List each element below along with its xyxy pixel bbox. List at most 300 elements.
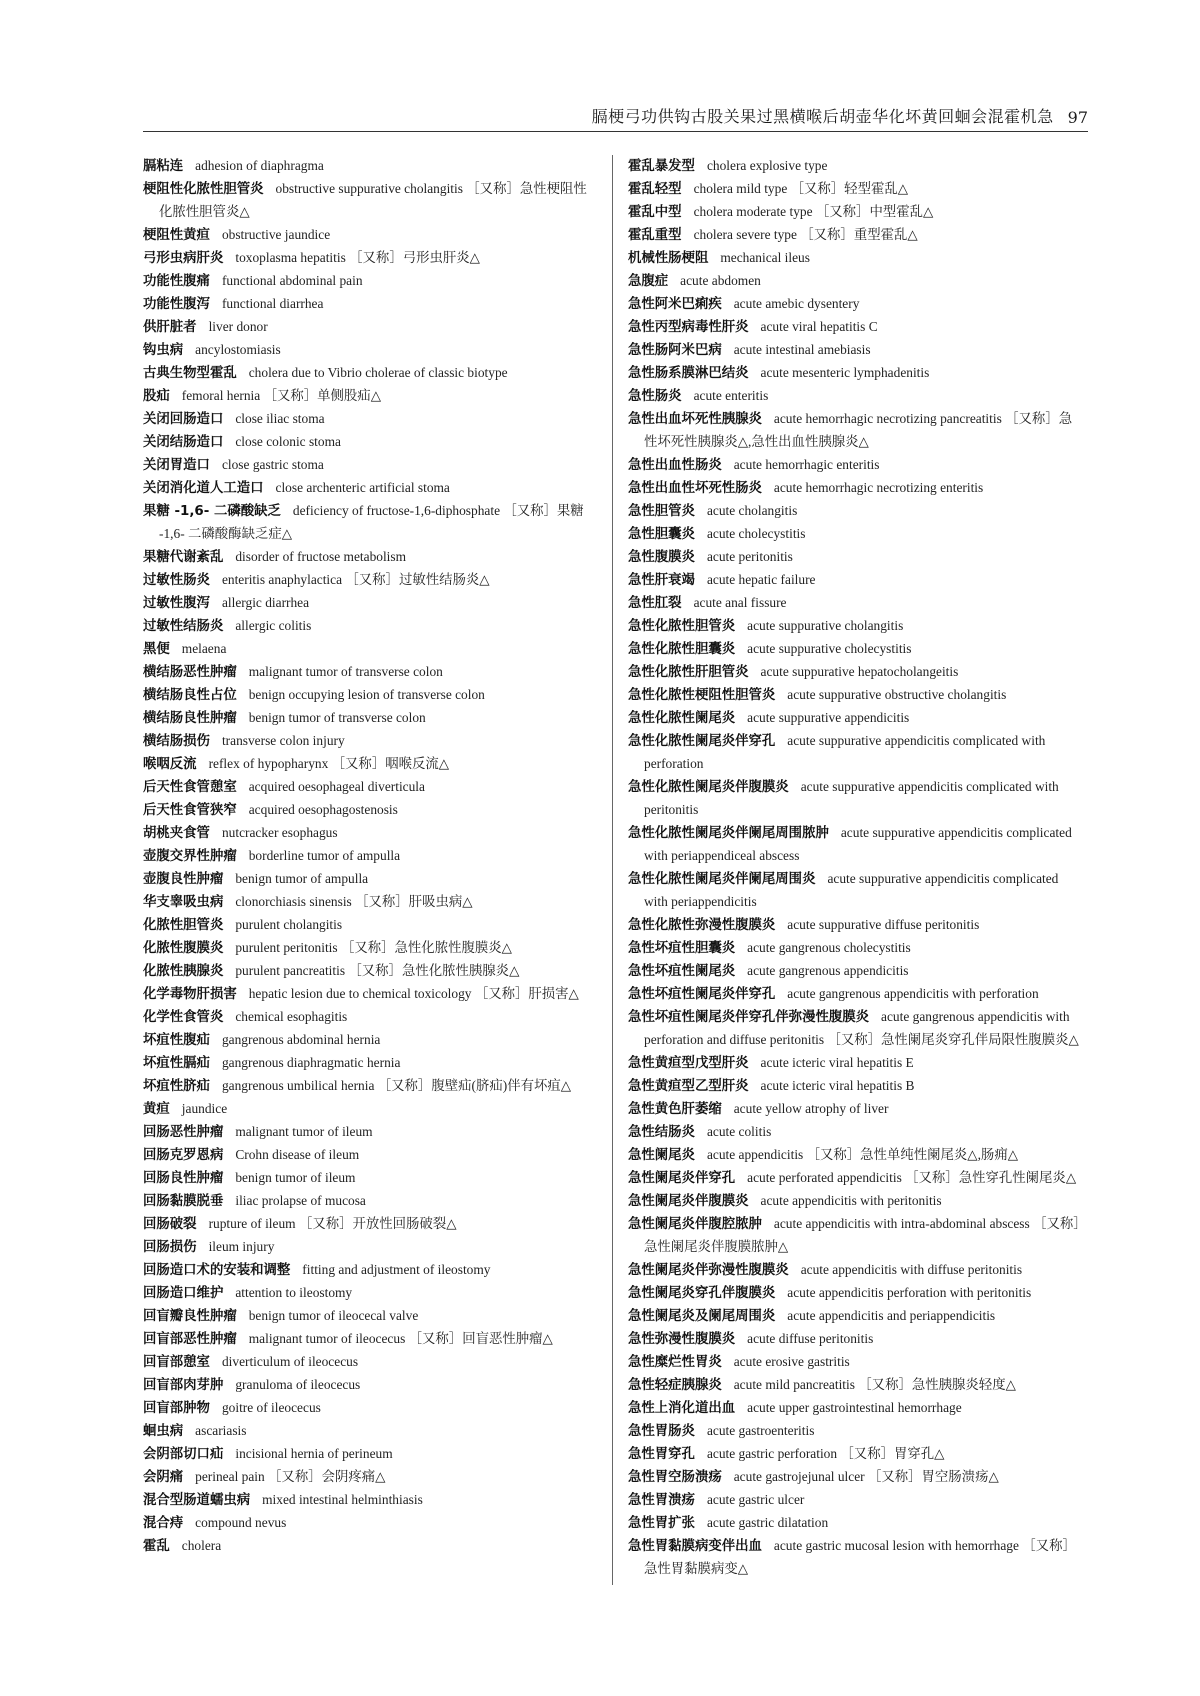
term-entry <box>143 822 598 845</box>
term-english: close colonic stoma <box>235 434 341 449</box>
term-english: acute erosive gastritis <box>733 1354 850 1369</box>
column-divider <box>612 155 613 1585</box>
term-chinese: 后天性食管憩室 <box>143 780 237 795</box>
term-entry <box>143 270 598 293</box>
term-entry <box>143 1374 598 1397</box>
term-english: nutcracker esophagus <box>221 825 338 840</box>
term-chinese: 黄疸 <box>143 1102 170 1117</box>
term-entry <box>628 1420 1083 1443</box>
term-entry <box>143 339 598 362</box>
term-chinese: 急性丙型病毒性肝炎 <box>628 320 749 335</box>
term-english: acute gangrenous appendicitis <box>747 963 909 978</box>
term-entry <box>143 178 598 224</box>
term-english: benign tumor of ampulla <box>235 871 369 886</box>
term-chinese: 壶腹交界性肿瘤 <box>143 849 237 864</box>
running-title: 膈梗弓功供钩古股关果过黑横喉后胡壶华化坏黄回蛔会混霍机急 <box>591 107 1054 126</box>
term-chinese: 急性腹膜炎 <box>628 550 695 565</box>
term-chinese: 回盲部肉芽肿 <box>143 1378 224 1393</box>
term-chinese: 会阴痛 <box>143 1470 184 1485</box>
term-english: acute suppurative appendicitis complicated with periappendiceal abscess <box>644 825 1072 863</box>
term-chinese: 急性出血性坏死性肠炎 <box>628 481 762 496</box>
term-entry <box>628 661 1083 684</box>
term-chinese: 急性化脓性胆囊炎 <box>628 642 736 657</box>
term-english: acquired oesophageal diverticula <box>248 779 425 794</box>
term-entry <box>143 983 598 1006</box>
term-english: transverse colon injury <box>221 733 345 748</box>
term-chinese: 化学性食管炎 <box>143 1010 224 1025</box>
term-chinese: 急性化脓性阑尾炎伴阑尾周围脓肿 <box>628 826 829 841</box>
term-chinese: 急性胃穿孔 <box>628 1447 695 1462</box>
term-chinese: 急性化脓性肝胆管炎 <box>628 665 749 680</box>
term-english: acute gastric dilatation <box>706 1515 829 1530</box>
term-entry <box>628 293 1083 316</box>
term-english: acute appendicitis and periappendicitis <box>787 1308 996 1323</box>
term-entry <box>143 569 598 592</box>
term-chinese: 混合痔 <box>143 1516 184 1531</box>
term-english: functional diarrhea <box>221 296 324 311</box>
term-chinese: 回肠恶性肿瘤 <box>143 1125 224 1140</box>
term-chinese: 混合型肠道蠕虫病 <box>143 1493 251 1508</box>
term-english: malignant tumor of ileum <box>235 1124 373 1139</box>
page-number: 97 <box>1067 108 1088 127</box>
term-chinese: 梗阻性化脓性胆管炎 <box>143 182 264 197</box>
term-chinese: 急性黄疸型乙型肝炎 <box>628 1079 749 1094</box>
term-entry <box>143 914 598 937</box>
term-chinese: 急性阑尾炎伴弥漫性腹膜炎 <box>628 1263 789 1278</box>
right-column <box>628 155 1083 1581</box>
term-english: gangrenous abdominal hernia <box>221 1032 381 1047</box>
term-entry <box>143 707 598 730</box>
term-entry <box>143 1489 598 1512</box>
term-entry <box>143 1167 598 1190</box>
term-entry <box>143 753 598 776</box>
term-english: close gastric stoma <box>221 457 324 472</box>
term-chinese: 急性阿米巴痢疾 <box>628 297 722 312</box>
term-entry <box>628 1351 1083 1374</box>
term-entry <box>628 592 1083 615</box>
term-entry <box>143 1443 598 1466</box>
term-chinese: 化脓性胰腺炎 <box>143 964 224 979</box>
term-english: iliac prolapse of mucosa <box>235 1193 366 1208</box>
term-entry <box>628 339 1083 362</box>
term-chinese: 急性阑尾炎及阑尾周围炎 <box>628 1309 776 1324</box>
term-chinese: 急性胆囊炎 <box>628 527 695 542</box>
term-entry <box>628 707 1083 730</box>
term-entry <box>143 776 598 799</box>
term-chinese: 黑便 <box>143 642 170 657</box>
term-chinese: 急性阑尾炎伴腹膜炎 <box>628 1194 749 1209</box>
term-english: cholera <box>181 1538 222 1553</box>
term-english: benign occupying lesion of transverse colon <box>248 687 485 702</box>
term-english: acute yellow atrophy of liver <box>733 1101 889 1116</box>
term-english: benign tumor of ileocecal valve <box>248 1308 419 1323</box>
term-chinese: 横结肠良性占位 <box>143 688 237 703</box>
term-chinese: 急性化脓性梗阻性胆管炎 <box>628 688 776 703</box>
term-english: acute appendicitis ［又称］急性单纯性阑尾炎△,肠痈△ <box>706 1147 1019 1162</box>
term-chinese: 急性阑尾炎伴腹腔脓肿 <box>628 1217 762 1232</box>
term-english: acute appendicitis perforation with peritonitis <box>787 1285 1032 1300</box>
term-entry <box>143 385 598 408</box>
term-entry <box>143 1282 598 1305</box>
term-entry <box>628 408 1083 454</box>
term-chinese: 蛔虫病 <box>143 1424 184 1439</box>
term-chinese: 急性化脓性弥漫性腹膜炎 <box>628 918 776 933</box>
term-english: toxoplasma hepatitis ［又称］弓形虫肝炎△ <box>235 250 480 265</box>
term-english: rupture of ileum ［又称］开放性回肠破裂△ <box>208 1216 457 1231</box>
term-english: acute hemorrhagic necrotizing enteritis <box>773 480 984 495</box>
term-english: gangrenous umbilical hernia ［又称］腹壁疝(脐疝)伴有坏疽△ <box>221 1078 572 1093</box>
term-entry <box>628 822 1083 868</box>
term-chinese: 膈粘连 <box>143 159 184 174</box>
term-english: malignant tumor of ileocecus ［又称］回盲恶性肿瘤△ <box>248 1331 553 1346</box>
term-chinese: 喉咽反流 <box>143 757 197 772</box>
term-english: attention to ileostomy <box>235 1285 353 1300</box>
term-entry <box>628 1121 1083 1144</box>
term-entry <box>143 546 598 569</box>
term-entry <box>628 868 1083 914</box>
term-chinese: 霍乱中型 <box>628 205 682 220</box>
term-chinese: 坏疽性腹疝 <box>143 1033 210 1048</box>
term-chinese: 坏疽性膈疝 <box>143 1056 210 1071</box>
term-english: acute gastric perforation ［又称］胃穿孔△ <box>706 1446 945 1461</box>
term-entry <box>143 730 598 753</box>
term-chinese: 急性坏疽性阑尾炎伴穿孔伴弥漫性腹膜炎 <box>628 1010 870 1025</box>
term-english: cholera explosive type <box>706 158 828 173</box>
term-entry <box>143 293 598 316</box>
term-english: acute suppurative appendicitis <box>747 710 910 725</box>
term-chinese: 横结肠恶性肿瘤 <box>143 665 237 680</box>
term-english: acute hemorrhagic enteritis <box>733 457 880 472</box>
term-entry <box>143 1144 598 1167</box>
term-english: perineal pain ［又称］会阴疼痛△ <box>195 1469 386 1484</box>
term-entry <box>628 1098 1083 1121</box>
term-entry <box>628 385 1083 408</box>
term-english: malignant tumor of transverse colon <box>248 664 443 679</box>
term-entry <box>143 1512 598 1535</box>
term-entry <box>143 408 598 431</box>
term-english: acute cholangitis <box>706 503 798 518</box>
term-chinese: 回肠克罗恩病 <box>143 1148 224 1163</box>
term-entry <box>628 1167 1083 1190</box>
term-entry <box>143 155 598 178</box>
term-entry <box>143 1328 598 1351</box>
term-english: cholera moderate type ［又称］中型霍乱△ <box>693 204 934 219</box>
term-english: acute gangrenous appendicitis with perforation and diffuse peritonitis ［又称］急性阑尾炎穿孔伴局限性腹膜炎△ <box>644 1009 1079 1047</box>
term-entry <box>143 1397 598 1420</box>
term-english: close iliac stoma <box>235 411 325 426</box>
term-english: acute gastroenteritis <box>706 1423 815 1438</box>
term-english: close archenteric artificial stoma <box>275 480 450 495</box>
term-entry <box>628 1259 1083 1282</box>
term-chinese: 急性出血坏死性胰腺炎 <box>628 412 762 427</box>
term-chinese: 回肠损伤 <box>143 1240 197 1255</box>
term-chinese: 回肠黏膜脱垂 <box>143 1194 224 1209</box>
term-english: purulent pancreatitis ［又称］急性化脓性胰腺炎△ <box>235 963 520 978</box>
term-entry <box>628 1075 1083 1098</box>
term-chinese: 关闭回肠造口 <box>143 412 224 427</box>
term-chinese: 化脓性胆管炎 <box>143 918 224 933</box>
term-entry <box>628 937 1083 960</box>
term-chinese: 功能性腹痛 <box>143 274 210 289</box>
term-chinese: 回盲瓣良性肿瘤 <box>143 1309 237 1324</box>
term-chinese: 供肝脏者 <box>143 320 197 335</box>
term-chinese: 急性胃黏膜病变伴出血 <box>628 1539 762 1554</box>
term-entry <box>143 1121 598 1144</box>
term-english: acute gastric mucosal lesion with hemorrhage ［又称］急性胃黏膜病变△ <box>644 1538 1076 1576</box>
term-chinese: 钩虫病 <box>143 343 184 358</box>
term-english: acute suppurative cholangitis <box>747 618 904 633</box>
left-column <box>143 155 598 1558</box>
term-chinese: 急性阑尾炎 <box>628 1148 695 1163</box>
term-entry <box>143 1052 598 1075</box>
term-english: acute suppurative diffuse peritonitis <box>787 917 980 932</box>
term-entry <box>628 155 1083 178</box>
term-chinese: 过敏性结肠炎 <box>143 619 224 634</box>
term-english: fitting and adjustment of ileostomy <box>302 1262 491 1277</box>
term-english: enteritis anaphylactica ［又称］过敏性结肠炎△ <box>221 572 490 587</box>
term-entry <box>628 546 1083 569</box>
term-english: functional abdominal pain <box>221 273 363 288</box>
term-entry <box>628 270 1083 293</box>
term-chinese: 急性化脓性阑尾炎伴穿孔 <box>628 734 776 749</box>
term-chinese: 急性化脓性阑尾炎伴阑尾周围炎 <box>628 872 816 887</box>
term-entry <box>628 1190 1083 1213</box>
term-chinese: 关闭结肠造口 <box>143 435 224 450</box>
term-chinese: 坏疽性脐疝 <box>143 1079 210 1094</box>
term-entry <box>628 178 1083 201</box>
term-chinese: 过敏性肠炎 <box>143 573 210 588</box>
term-english: acute diffuse peritonitis <box>747 1331 874 1346</box>
term-english: granuloma of ileocecus <box>235 1377 361 1392</box>
term-chinese: 急性结肠炎 <box>628 1125 695 1140</box>
term-chinese: 急腹症 <box>628 274 669 289</box>
term-entry <box>143 960 598 983</box>
term-entry <box>143 477 598 500</box>
term-entry <box>628 1535 1083 1581</box>
term-entry <box>143 799 598 822</box>
term-english: benign tumor of ileum <box>235 1170 356 1185</box>
term-english: acute gangrenous appendicitis with perforation <box>787 986 1039 1001</box>
term-chinese: 急性肠系膜淋巴结炎 <box>628 366 749 381</box>
term-chinese: 回盲部恶性肿瘤 <box>143 1332 237 1347</box>
term-english: ascariasis <box>195 1423 247 1438</box>
term-chinese: 回肠破裂 <box>143 1217 197 1232</box>
term-english: allergic colitis <box>235 618 312 633</box>
term-chinese: 急性弥漫性腹膜炎 <box>628 1332 736 1347</box>
term-chinese: 急性坏疽性阑尾炎 <box>628 964 736 979</box>
term-english: acute mesenteric lymphadenitis <box>760 365 930 380</box>
term-english: Crohn disease of ileum <box>235 1147 360 1162</box>
term-english: mixed intestinal helminthiasis <box>262 1492 423 1507</box>
term-english: acute appendicitis with peritonitis <box>760 1193 942 1208</box>
term-entry <box>628 1328 1083 1351</box>
term-english: ileum injury <box>208 1239 275 1254</box>
term-entry <box>143 1006 598 1029</box>
term-entry <box>628 1213 1083 1259</box>
term-chinese: 壶腹良性肿瘤 <box>143 872 224 887</box>
term-entry <box>143 638 598 661</box>
term-chinese: 回肠造口维护 <box>143 1286 224 1301</box>
term-english: chemical esophagitis <box>235 1009 348 1024</box>
term-entry <box>628 983 1083 1006</box>
term-english: obstructive suppurative cholangitis ［又称］急性梗阻性化脓性胆管炎△ <box>159 181 587 219</box>
term-chinese: 急性胃溃疡 <box>628 1493 695 1508</box>
term-english: acute viral hepatitis C <box>760 319 878 334</box>
term-entry <box>628 454 1083 477</box>
term-chinese: 急性肛裂 <box>628 596 682 611</box>
term-chinese: 霍乱重型 <box>628 228 682 243</box>
term-entry <box>628 477 1083 500</box>
term-english: acute gastrojejunal ulcer ［又称］胃空肠溃疡△ <box>733 1469 999 1484</box>
term-chinese: 急性坏疽性胆囊炎 <box>628 941 736 956</box>
term-entry <box>628 1006 1083 1052</box>
term-chinese: 霍乱轻型 <box>628 182 682 197</box>
term-entry <box>143 454 598 477</box>
term-chinese: 古典生物型霍乱 <box>143 366 237 381</box>
term-chinese: 回盲部憩室 <box>143 1355 210 1370</box>
term-chinese: 回盲部肿物 <box>143 1401 210 1416</box>
term-chinese: 急性黄色肝萎缩 <box>628 1102 722 1117</box>
term-english: acute perforated appendicitis ［又称］急性穿孔性阑尾炎△ <box>747 1170 1077 1185</box>
term-english: benign tumor of transverse colon <box>248 710 426 725</box>
term-chinese: 急性阑尾炎穿孔伴腹膜炎 <box>628 1286 776 1301</box>
term-entry <box>628 201 1083 224</box>
term-english: acute icteric viral hepatitis B <box>760 1078 915 1093</box>
term-english: acute gastric ulcer <box>706 1492 805 1507</box>
term-entry <box>143 1213 598 1236</box>
term-english: compound nevus <box>195 1515 287 1530</box>
term-entry <box>143 1259 598 1282</box>
term-english: incisional hernia of perineum <box>235 1446 393 1461</box>
term-chinese: 急性化脓性阑尾炎伴腹膜炎 <box>628 780 789 795</box>
term-entry <box>143 891 598 914</box>
term-english: acute suppurative cholecystitis <box>747 641 912 656</box>
term-entry <box>628 776 1083 822</box>
term-english: acute peritonitis <box>706 549 793 564</box>
term-english: acute appendicitis with diffuse peritonitis <box>800 1262 1023 1277</box>
term-entry <box>143 615 598 638</box>
term-chinese: 化学毒物肝损害 <box>143 987 237 1002</box>
term-entry <box>628 500 1083 523</box>
term-english: purulent peritonitis ［又称］急性化脓性腹膜炎△ <box>235 940 512 955</box>
term-entry <box>628 638 1083 661</box>
term-entry <box>628 1489 1083 1512</box>
term-english: acute suppurative appendicitis complicated with periappendicitis <box>644 871 1059 909</box>
term-entry <box>628 362 1083 385</box>
term-entry <box>628 316 1083 339</box>
term-english: acute anal fissure <box>693 595 787 610</box>
term-entry <box>143 1029 598 1052</box>
term-entry <box>628 1282 1083 1305</box>
term-chinese: 急性肝衰竭 <box>628 573 695 588</box>
term-entry <box>143 684 598 707</box>
term-english: acute suppurative hepatocholangeitis <box>760 664 959 679</box>
term-chinese: 急性坏疽性阑尾炎伴穿孔 <box>628 987 776 1002</box>
term-english: cholera mild type ［又称］轻型霍乱△ <box>693 181 909 196</box>
term-chinese: 弓形虫病肝炎 <box>143 251 224 266</box>
term-english: borderline tumor of ampulla <box>248 848 401 863</box>
term-chinese: 功能性腹泻 <box>143 297 210 312</box>
term-english: acute cholecystitis <box>706 526 806 541</box>
term-entry <box>628 1512 1083 1535</box>
term-chinese: 果糖 -1,6- 二磷酸缺乏 <box>143 504 281 519</box>
term-entry <box>143 1190 598 1213</box>
term-chinese: 急性轻症胰腺炎 <box>628 1378 722 1393</box>
term-chinese: 胡桃夹食管 <box>143 826 210 841</box>
term-english: clonorchiasis sinensis ［又称］肝吸虫病△ <box>235 894 473 909</box>
term-entry <box>143 937 598 960</box>
term-english: reflex of hypopharynx ［又称］咽喉反流△ <box>208 756 450 771</box>
term-english: acute intestinal amebiasis <box>733 342 871 357</box>
term-entry <box>628 730 1083 776</box>
term-entry <box>143 224 598 247</box>
term-english: cholera due to Vibrio cholerae of classic biotype <box>248 365 508 380</box>
term-english: acute hemorrhagic necrotizing pancreatitis ［又称］急性坏死性胰腺炎△,急性出血性胰腺炎△ <box>644 411 1073 449</box>
term-english: jaundice <box>181 1101 228 1116</box>
term-chinese: 横结肠良性肿瘤 <box>143 711 237 726</box>
term-entry <box>628 1443 1083 1466</box>
term-chinese: 急性胃空肠溃疡 <box>628 1470 722 1485</box>
term-chinese: 关闭胃造口 <box>143 458 210 473</box>
term-entry <box>143 431 598 454</box>
term-english: melaena <box>181 641 227 656</box>
term-entry <box>143 661 598 684</box>
term-chinese: 机械性肠梗阻 <box>628 251 709 266</box>
term-english: acute amebic dysentery <box>733 296 860 311</box>
term-english: adhesion of diaphragma <box>195 158 324 173</box>
term-chinese: 急性化脓性胆管炎 <box>628 619 736 634</box>
term-entry <box>628 247 1083 270</box>
term-english: diverticulum of ileocecus <box>221 1354 359 1369</box>
term-chinese: 急性胆管炎 <box>628 504 695 519</box>
term-english: liver donor <box>208 319 268 334</box>
term-english: acute suppurative appendicitis complicated with perforation <box>644 733 1046 771</box>
term-chinese: 急性胃肠炎 <box>628 1424 695 1439</box>
term-entry <box>143 845 598 868</box>
term-entry <box>143 868 598 891</box>
term-entry <box>628 914 1083 937</box>
term-chinese: 急性糜烂性胃炎 <box>628 1355 722 1370</box>
term-chinese: 过敏性腹泻 <box>143 596 210 611</box>
term-chinese: 急性肠炎 <box>628 389 682 404</box>
term-chinese: 霍乱 <box>143 1539 170 1554</box>
term-chinese: 急性黄疸型戊型肝炎 <box>628 1056 749 1071</box>
term-entry <box>628 569 1083 592</box>
term-english: purulent cholangitis <box>235 917 343 932</box>
term-entry <box>143 1535 598 1558</box>
term-entry <box>628 1305 1083 1328</box>
term-entry <box>143 500 598 546</box>
term-english: mechanical ileus <box>720 250 810 265</box>
term-chinese: 横结肠损伤 <box>143 734 210 749</box>
term-entry <box>628 684 1083 707</box>
term-entry <box>628 1374 1083 1397</box>
term-entry <box>143 362 598 385</box>
term-entry <box>143 1236 598 1259</box>
term-entry <box>143 592 598 615</box>
term-english: femoral hernia ［又称］单侧股疝△ <box>181 388 381 403</box>
term-english: goitre of ileocecus <box>221 1400 321 1415</box>
term-chinese: 关闭消化道人工造口 <box>143 481 264 496</box>
term-chinese: 后天性食管狭窄 <box>143 803 237 818</box>
term-entry <box>143 1420 598 1443</box>
page-header <box>143 100 1088 132</box>
term-chinese: 梗阻性黄疸 <box>143 228 210 243</box>
term-entry <box>143 1098 598 1121</box>
term-english: hepatic lesion due to chemical toxicology ［又称］肝损害△ <box>248 986 579 1001</box>
term-english: acute suppurative appendicitis complicated with peritonitis <box>644 779 1059 817</box>
term-english: acute colitis <box>706 1124 772 1139</box>
